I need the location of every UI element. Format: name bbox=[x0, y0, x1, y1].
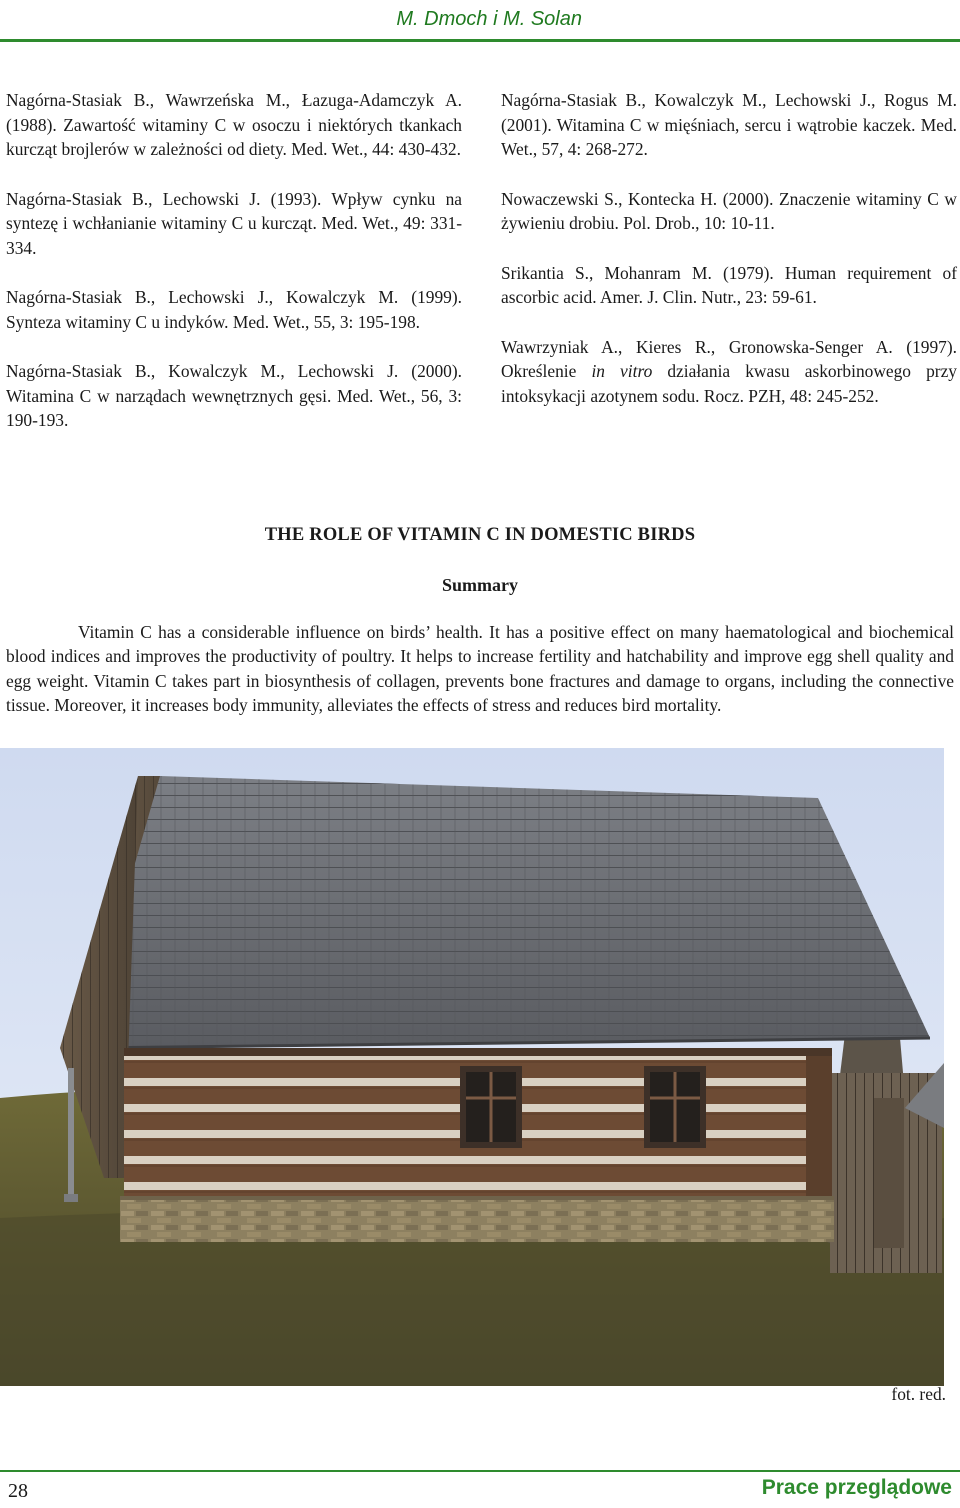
reference-text: Wawrzyniak A., Kieres R., Gronowska-Senger A. (1997). Określenie bbox=[501, 336, 957, 381]
reference-item: Nowaczewski S., Kontecka H. (2000). Znaczenie witaminy C w żywieniu drobiu. Pol. Drob., 10: 10-11. bbox=[501, 188, 957, 233]
reference-text: działania kwasu askorbinowego przy intoksykacji azotynem sodu. Rocz. PZH, 48: 245-252. bbox=[501, 361, 957, 406]
footer-divider bbox=[0, 1470, 960, 1472]
reference-item: Nagórna-Stasiak B., Wawrzeńska M., Łazuga-Adamczyk A. (1988). Zawartość witaminy C w osoczu i niektórych tkankach kurcząt brojlerów w zależności od diety. Med. Wet., 44: 430-432. bbox=[6, 90, 462, 159]
section-name: Prace przeglądowe bbox=[761, 1476, 952, 1499]
reference-item: Nagórna-Stasiak B., Kowalczyk M., Lechowski J. (2000). Witamina C w narządach wewnętrznych gęsi. Med. Wet., 56, 3: 190-193. bbox=[6, 361, 462, 430]
photo-caption: fot. red. bbox=[891, 1384, 946, 1404]
reference-italic-term: in vitro bbox=[591, 361, 653, 381]
references-right-column bbox=[501, 88, 957, 433]
reference-item: Nagórna-Stasiak B., Kowalczyk M., Lechowski J., Rogus M. (2001). Witamina C w mięśniach, sercu i wątrobie kaczek. Med. Wet., 57, 4: 268-272. bbox=[501, 90, 957, 159]
reference-item: Nagórna-Stasiak B., Lechowski J. (1993). Wpływ cynku na syntezę i wchłanianie witaminy C u kurcząt. Med. Wet., 49: 331-334. bbox=[6, 188, 462, 258]
summary-paragraph: Vitamin C has a considerable influence on birds’ health. It has a positive effect on many haematological and biochemical blood indices and improves the productivity of poultry. It helps to increase fertility and hatchability and improve egg shell quality and egg weight. Vitamin C takes part in biosynthesis of collagen, prevents bone fractures and damage to organs, including the connective tissue. Moreover, it increases body immunity, alleviates the effects of stress and reduces bird mortality. bbox=[6, 622, 954, 716]
page-header bbox=[0, 0, 960, 38]
reference-item: Srikantia S., Mohanram M. (1979). Human requirement of ascorbic acid. Amer. J. Clin. Nutr., 23: 59-61. bbox=[501, 262, 957, 307]
header-divider bbox=[0, 39, 960, 42]
reference-item-wawrzyniak bbox=[501, 335, 957, 409]
reference-item: Nagórna-Stasiak B., Lechowski J., Kowalczyk M. (1999). Synteza witaminy C u indyków. Med. Wet., 55, 3: 195-198. bbox=[6, 287, 462, 332]
running-title: M. Dmoch i M. Solan bbox=[396, 8, 582, 30]
references-left-column bbox=[6, 88, 462, 458]
summary-title: THE ROLE OF VITAMIN C IN DOMESTIC BIRDS bbox=[264, 525, 696, 545]
house-photo bbox=[0, 748, 944, 1386]
page-number: 28 bbox=[8, 1480, 28, 1502]
summary-heading: Summary bbox=[442, 575, 518, 595]
